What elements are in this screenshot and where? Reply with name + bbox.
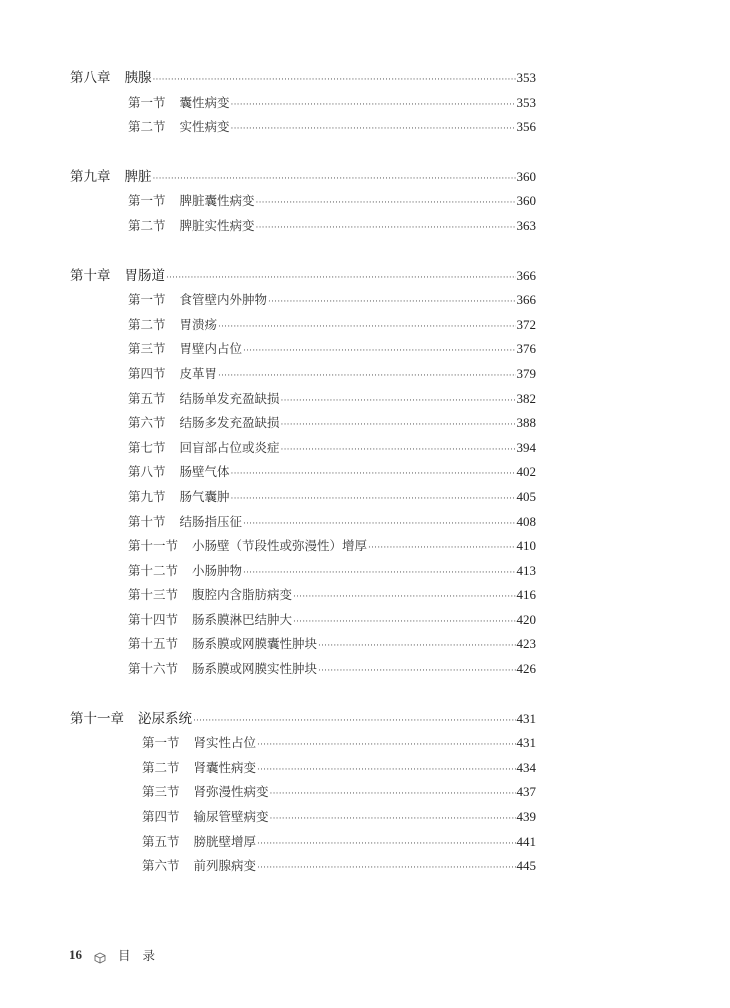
section-row[interactable]: [70, 559, 536, 584]
section-row[interactable]: [70, 288, 536, 313]
section-title: 食管壁内外肿物: [179, 292, 268, 308]
section-title: 肠气囊肿: [179, 488, 230, 504]
chapter-9: [70, 165, 536, 239]
section-label: 第五节: [128, 390, 166, 406]
section-row[interactable]: [70, 583, 536, 608]
section-title: 脾脏实性病变: [179, 217, 255, 233]
section-page: 402: [516, 464, 536, 480]
section-row[interactable]: [70, 411, 536, 436]
section-title: 小肠壁（节段性或弥漫性）增厚: [192, 538, 368, 554]
section-title: 胃壁内占位: [179, 341, 243, 357]
section-label: 第十五节: [128, 636, 179, 652]
section-row[interactable]: [70, 485, 536, 510]
section-label: 第八节: [128, 464, 166, 480]
section-label: 第三节: [128, 341, 166, 357]
section-title: 小肠肿物: [192, 562, 243, 578]
section-title: 肾囊性病变: [193, 759, 257, 775]
section-row[interactable]: [70, 657, 536, 682]
section-label: 第六节: [142, 858, 180, 874]
section-row[interactable]: [70, 91, 536, 116]
section-title: 回盲部占位或炎症: [179, 439, 280, 455]
section-page: 445: [516, 858, 536, 874]
chapter-8: [70, 66, 536, 140]
chapter-page: 360: [516, 168, 536, 184]
section-page: 353: [516, 94, 536, 110]
section-row[interactable]: [70, 756, 536, 781]
section-title: 输尿管壁病变: [193, 809, 269, 825]
section-page: 360: [516, 193, 536, 209]
section-page: 441: [516, 833, 536, 849]
section-title: 肠壁气体: [179, 464, 230, 480]
table-of-contents: [70, 66, 536, 904]
chapter-label: 第十一章: [70, 710, 124, 727]
section-label: 第十六节: [128, 661, 179, 677]
dot-leader: [257, 856, 515, 881]
section-row[interactable]: [70, 608, 536, 633]
section-row[interactable]: [70, 362, 536, 387]
section-page: 426: [516, 661, 536, 677]
page-number: 16: [69, 947, 82, 962]
section-page: 379: [516, 365, 536, 381]
dot-leader: [293, 585, 515, 610]
section-page: 363: [516, 217, 536, 233]
section-page: 356: [516, 119, 536, 135]
section-label: 第六节: [128, 415, 166, 431]
section-page: 410: [516, 538, 536, 554]
section-page: 372: [516, 316, 536, 332]
section-label: 第二节: [142, 759, 180, 775]
dot-leader: [153, 167, 516, 192]
section-title: 肠系膜或网膜实性肿块: [192, 661, 318, 677]
dot-leader: [256, 216, 516, 241]
section-label: 第十四节: [128, 611, 179, 627]
dot-leader: [270, 782, 516, 807]
chapter-label: 第九章: [70, 168, 111, 185]
chapter-label: 第十章: [70, 267, 111, 284]
dot-leader: [257, 733, 515, 758]
section-row[interactable]: [70, 731, 536, 756]
section-label: 第三节: [142, 784, 180, 800]
section-label: 第二节: [128, 217, 166, 233]
dot-leader: [218, 364, 515, 389]
chapter-row[interactable]: [70, 165, 536, 190]
chapter-title: 胃肠道: [124, 267, 165, 284]
section-row[interactable]: [70, 830, 536, 855]
section-title: 结肠多发充盈缺损: [179, 415, 280, 431]
section-page: 439: [516, 809, 536, 825]
section-row[interactable]: [70, 510, 536, 535]
dot-leader: [256, 191, 516, 216]
dot-leader: [281, 413, 516, 438]
section-label: 第一节: [142, 735, 180, 751]
section-label: 第七节: [128, 439, 166, 455]
section-label: 第十一节: [128, 538, 179, 554]
dot-leader: [153, 68, 516, 93]
section-row[interactable]: [70, 805, 536, 830]
section-label: 第十二节: [128, 562, 179, 578]
chapter-title: 胰腺: [124, 70, 152, 86]
dot-leader: [218, 315, 515, 340]
section-label: 第九节: [128, 488, 166, 504]
dot-leader: [231, 117, 516, 142]
section-page: 416: [516, 587, 536, 603]
section-label: 第一节: [128, 94, 166, 110]
section-page: 437: [516, 784, 536, 800]
chapter-label: 第八章: [70, 70, 111, 86]
dot-leader: [293, 610, 515, 635]
dot-leader: [257, 758, 515, 783]
dot-leader: [231, 487, 516, 512]
section-label: 第十节: [128, 513, 166, 529]
section-title: 肾实性占位: [193, 735, 257, 751]
section-row[interactable]: [70, 436, 536, 461]
section-title: 膀胱壁增厚: [193, 833, 257, 849]
section-title: 囊性病变: [179, 94, 230, 110]
section-title: 胃溃疡: [179, 316, 218, 332]
dot-leader: [270, 807, 516, 832]
section-page: 408: [516, 513, 536, 529]
dot-leader: [318, 634, 515, 659]
section-label: 第二节: [128, 119, 166, 135]
section-label: 第十三节: [128, 587, 179, 603]
section-title: 肾弥漫性病变: [193, 784, 269, 800]
dot-leader: [243, 339, 515, 364]
section-row[interactable]: [70, 854, 536, 879]
dot-leader: [193, 709, 516, 734]
section-row[interactable]: [70, 115, 536, 140]
section-row[interactable]: [70, 214, 536, 239]
section-page: 394: [516, 439, 536, 455]
dot-leader: [368, 536, 515, 561]
section-page: 388: [516, 415, 536, 431]
section-title: 皮革胃: [179, 365, 218, 381]
dot-leader: [231, 93, 516, 118]
section-page: 376: [516, 341, 536, 357]
dot-leader: [231, 462, 516, 487]
chapter-row[interactable]: [70, 264, 536, 289]
section-page: 405: [516, 488, 536, 504]
dot-leader: [166, 266, 516, 291]
section-title: 结肠单发充盈缺损: [179, 390, 280, 406]
section-page: 366: [516, 292, 536, 308]
section-label: 第四节: [128, 365, 166, 381]
dot-leader: [243, 512, 515, 537]
section-title: 前列腺病变: [193, 858, 257, 874]
dot-leader: [268, 290, 515, 315]
chapter-11: [70, 707, 536, 879]
section-row[interactable]: [70, 337, 536, 362]
dot-leader: [257, 832, 515, 857]
section-title: 结肠指压征: [179, 513, 243, 529]
section-row[interactable]: [70, 534, 536, 559]
section-page: 423: [516, 636, 536, 652]
section-label: 第一节: [128, 193, 166, 209]
dot-leader: [281, 438, 516, 463]
section-title: 实性病变: [179, 119, 230, 135]
section-title: 肠系膜或网膜囊性肿块: [192, 636, 318, 652]
chapter-page: 353: [516, 70, 536, 85]
footer-title: 目 录: [118, 948, 159, 963]
section-label: 第一节: [128, 292, 166, 308]
section-row[interactable]: [70, 313, 536, 338]
section-page: 413: [516, 562, 536, 578]
section-title: 脾脏囊性病变: [179, 193, 255, 209]
section-title: 肠系膜淋巴结肿大: [192, 611, 293, 627]
section-page: 382: [516, 390, 536, 406]
chapter-page: 431: [516, 710, 536, 726]
chapter-title: 脾脏: [124, 168, 152, 185]
section-title: 腹腔内含脂肪病变: [192, 587, 293, 603]
section-page: 420: [516, 611, 536, 627]
chapter-row[interactable]: [70, 66, 536, 91]
cube-icon: [94, 949, 106, 961]
section-row[interactable]: [70, 632, 536, 657]
chapter-title: 泌尿系统: [138, 710, 192, 727]
section-page: 434: [516, 759, 536, 775]
dot-leader: [243, 561, 515, 586]
section-row[interactable]: [70, 189, 536, 214]
chapter-row[interactable]: [70, 707, 536, 732]
section-page: 431: [516, 735, 536, 751]
page-footer: [69, 946, 159, 964]
section-label: 第四节: [142, 809, 180, 825]
dot-leader: [281, 389, 516, 414]
section-label: 第五节: [142, 833, 180, 849]
section-row[interactable]: [70, 780, 536, 805]
section-row[interactable]: [70, 387, 536, 412]
dot-leader: [318, 659, 515, 684]
chapter-10: [70, 264, 536, 682]
section-label: 第二节: [128, 316, 166, 332]
section-row[interactable]: [70, 460, 536, 485]
chapter-page: 366: [516, 267, 536, 283]
